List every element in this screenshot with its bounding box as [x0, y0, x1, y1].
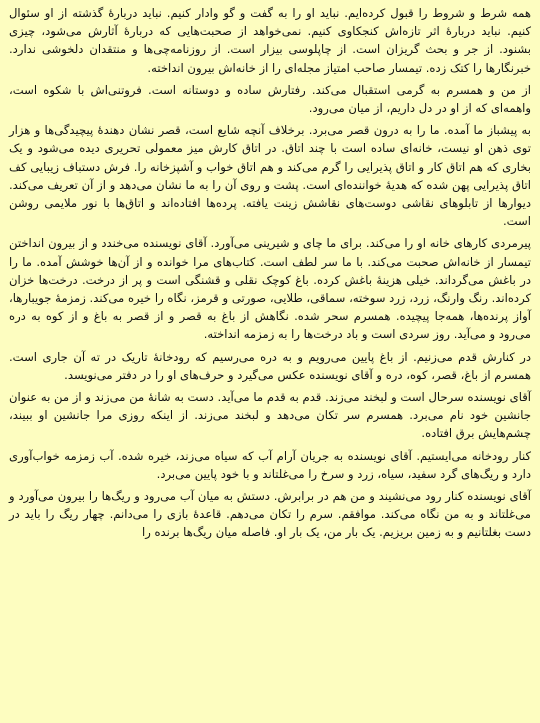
paragraph-5: در کنارش قدم می‌زنیم. از باغ پایین می‌رویم و به دره می‌رسیم که رودخانهٔ تاریک در ته آن جاری است. همسرم از باغ، قصر، کوه، دره و آقای نویسنده عکس می‌گیرد و حرف‌های او را در دفتر می‌نویسد.	[9, 349, 531, 382]
paragraph-1: همه شرط و شروط را قبول کرده‌ایم. نباید او را به گفت و گو وادار کنیم. نباید دربارهٔ گذشته از او سئوال کنیم. نباید دربارهٔ اثر تازه‌اش کنجکاوی کنیم. نمی‌خواهد از صحبت‌هایی که دربارهٔ آثارش می‌شود، چیزی بشنود. از جر و بحث گریزان است. از چاپلوسی بیزار است. از روزنامه‌چی‌ها و منتقدان دلخوشی ندارد. خبرنگارها را کتک زده. تیمسار صاحب امتیاز مجله‌ای را از خانه‌اش بیرون انداخته.	[9, 6, 531, 75]
paragraph-8: آقای نویسنده کنار رود می‌نشیند و من هم در برابرش. دستش به میان آب می‌رود و ریگ‌ها را بیرون می‌آورد و می‌غلتاند و به من نگاه می‌کند. موافقم. سرم را تکان می‌دهم. قاعدهٔ بازی را می‌دانم. چهار ریگ را باید در دست بغلتانیم و به زمین بریزیم. یک بار من، یک بار او. فاصله میان ریگ‌ها برنده را	[9, 489, 531, 540]
paragraph-6: آقای نویسنده سرحال است و لبخند می‌زند. قدم به قدم ما می‌آید. دست به شانهٔ من می‌زند و از من به عنوان جانشین خود نام می‌برد. همسرم سر تکان می‌دهد و لبخند می‌زند. از اینکه روزی مرا جانشین او ببیند، چشم‌هایش برق افتاده.	[9, 390, 531, 441]
paragraph-2: از من و همسرم به گرمی استقبال می‌کند. رفتارش ساده و دوستانه است. فروتنی‌اش با شکوه است، واهمه‌ای که از او در دل داریم، از میان می‌رود.	[9, 82, 531, 116]
paragraph-7: کنار رودخانه می‌ایستیم. آقای نویسنده به جریان آرام آب که سیاه می‌زند، خیره شده. آب زمزمه خواب‌آوری دارد و ریگ‌های گرد سفید، سیاه، زرد و سرخ را می‌غلتاند و با خود پایین می‌برد.	[9, 448, 531, 481]
paragraph-4: پیرمردی کارهای خانه او را می‌کند. برای ما چای و شیرینی می‌آورد. آقای نویسنده می‌خندد و از بیرون انداختن تیمسار از خانه‌اش صحبت می‌کند. با ما سر لطف است. کتاب‌های مرا خوانده و از آن‌ها خوشش آمده. ما را در باغش می‌گرداند. خیلی هزینهٔ باغش کرده. باغ کوچک نقلی و قشنگی است و پر از درخت. درخت‌ها خزان کرده‌اند. رنگ وارنگ، زرد، زرد سوخته، سماقی، طلایی، صورتی و قرمز، نگاه را خیره می‌کند. زمزمهٔ جویبارها، آواز پرنده‌ها، همه‌جا پیچیده. همسرم سحر شده. نگاهش از باغ به قصر و از قصر به باغ و از کوه به دره می‌رود و می‌آید. روز سردی است و باد درخت‌ها را به زمزمه انداخته.	[9, 236, 531, 342]
paragraph-3: به پیشباز ما آمده. ما را به درون قصر می‌برد. برخلاف آنچه شایع است، قصر نشان دهندهٔ پیچیدگی‌ها و هزار توی ذهن او نیست، خانه‌ای ساده است با چند اتاق. در اتاق کارش میز معمولی تحریری دیده می‌شود و یک بخاری که هم اتاق کار و اتاق پذیرایی را گرم می‌کند و هم اتاق خواب و آشپزخانه را. فرش دستباف زیبایی کف اتاق پذیرایی پهن شده که هدیهٔ خواننده‌ای است. پشت و روی آن را به ما نشان می‌دهد و از آن تعریف می‌کند. دیوارها از تابلوهای نقاشی دوست‌های نقاشش زینت یافته. پرده‌ها افتاده‌اند و اتاق‌ها با نور ملایمی روشن است.	[9, 123, 531, 229]
